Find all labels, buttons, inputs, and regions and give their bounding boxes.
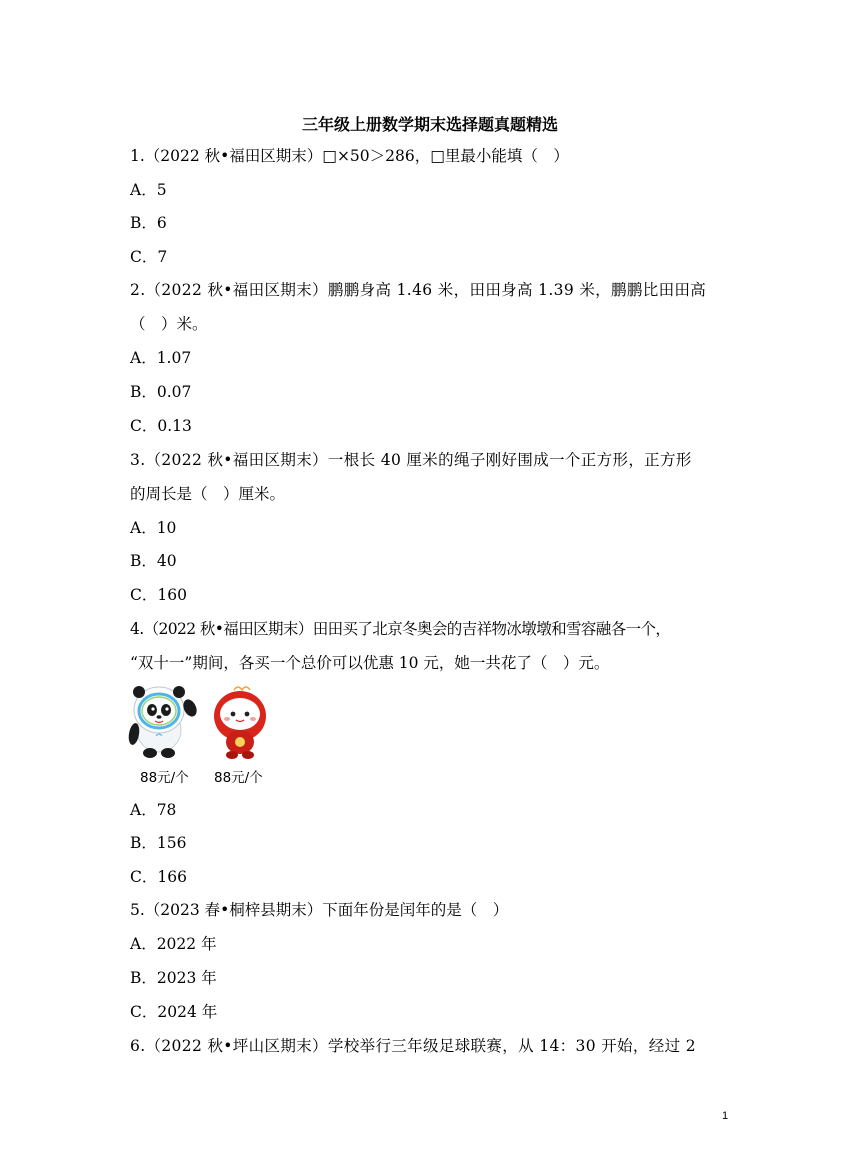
- question-3-option-a: A．10: [130, 519, 177, 537]
- question-2-option-b: B．0.07: [130, 383, 192, 401]
- question-4-option-c: C．166: [130, 868, 187, 886]
- question-5-stem: 5.（2023 春•桐梓县期末）下面年份是闰年的是（ ）: [130, 901, 509, 919]
- question-1-option-b: B．6: [130, 214, 167, 232]
- question-3-option-b: B．40: [130, 552, 177, 570]
- shuey-rhon-rhon-mascot-icon: [210, 684, 270, 760]
- question-4-stem-line-1: 4.（2022 秋•福田区期末）田田买了北京冬奥会的吉祥物冰墩墩和雪容融各一个，: [130, 620, 671, 638]
- question-5-option-a: A．2022 年: [130, 935, 217, 953]
- question-1-option-c: C．7: [130, 248, 168, 266]
- mascot-1-price: 88元/个: [140, 770, 189, 786]
- question-1-stem: 1.（2022 秋•福田区期末）□×50＞286，□里最小能填（ ）: [130, 147, 569, 165]
- question-1-option-a: A．5: [130, 181, 167, 199]
- page-title: 三年级上册数学期末选择题真题精选: [301, 115, 558, 134]
- question-3-stem-line-2: 的周长是（ ）厘米。: [130, 485, 286, 503]
- question-2-option-c: C．0.13: [130, 417, 192, 435]
- question-4-option-a: A．78: [130, 801, 177, 819]
- question-3-option-c: C．160: [130, 586, 187, 604]
- question-4-stem-line-2: “双十一”期间，各买一个总价可以优惠 10 元，她一共花了（ ）元。: [130, 654, 610, 672]
- question-5-option-c: C．2024 年: [130, 1003, 218, 1021]
- question-6-stem-line-1: 6.（2022 秋•坪山区期末）学校举行三年级足球联赛，从 14：30 开始，经过 2: [130, 1037, 696, 1055]
- mascot-2-price: 88元/个: [214, 770, 263, 786]
- question-2-stem-line-1: 2.（2022 秋•福田区期末）鹏鹏身高 1.46 米，田田身高 1.39 米，鹏鹏比田田高: [130, 281, 707, 299]
- question-5-option-b: B．2023 年: [130, 969, 217, 987]
- question-3-stem-line-1: 3.（2022 秋•福田区期末）一根长 40 厘米的绳子刚好围成一个正方形，正方形: [130, 451, 692, 469]
- question-2-option-a: A．1.07: [130, 349, 192, 367]
- page-number: 1: [722, 1110, 729, 1122]
- bing-dwen-dwen-mascot-icon: [126, 684, 206, 760]
- question-2-stem-line-2: （ ）米。: [130, 315, 208, 333]
- question-4-option-b: B．156: [130, 834, 187, 852]
